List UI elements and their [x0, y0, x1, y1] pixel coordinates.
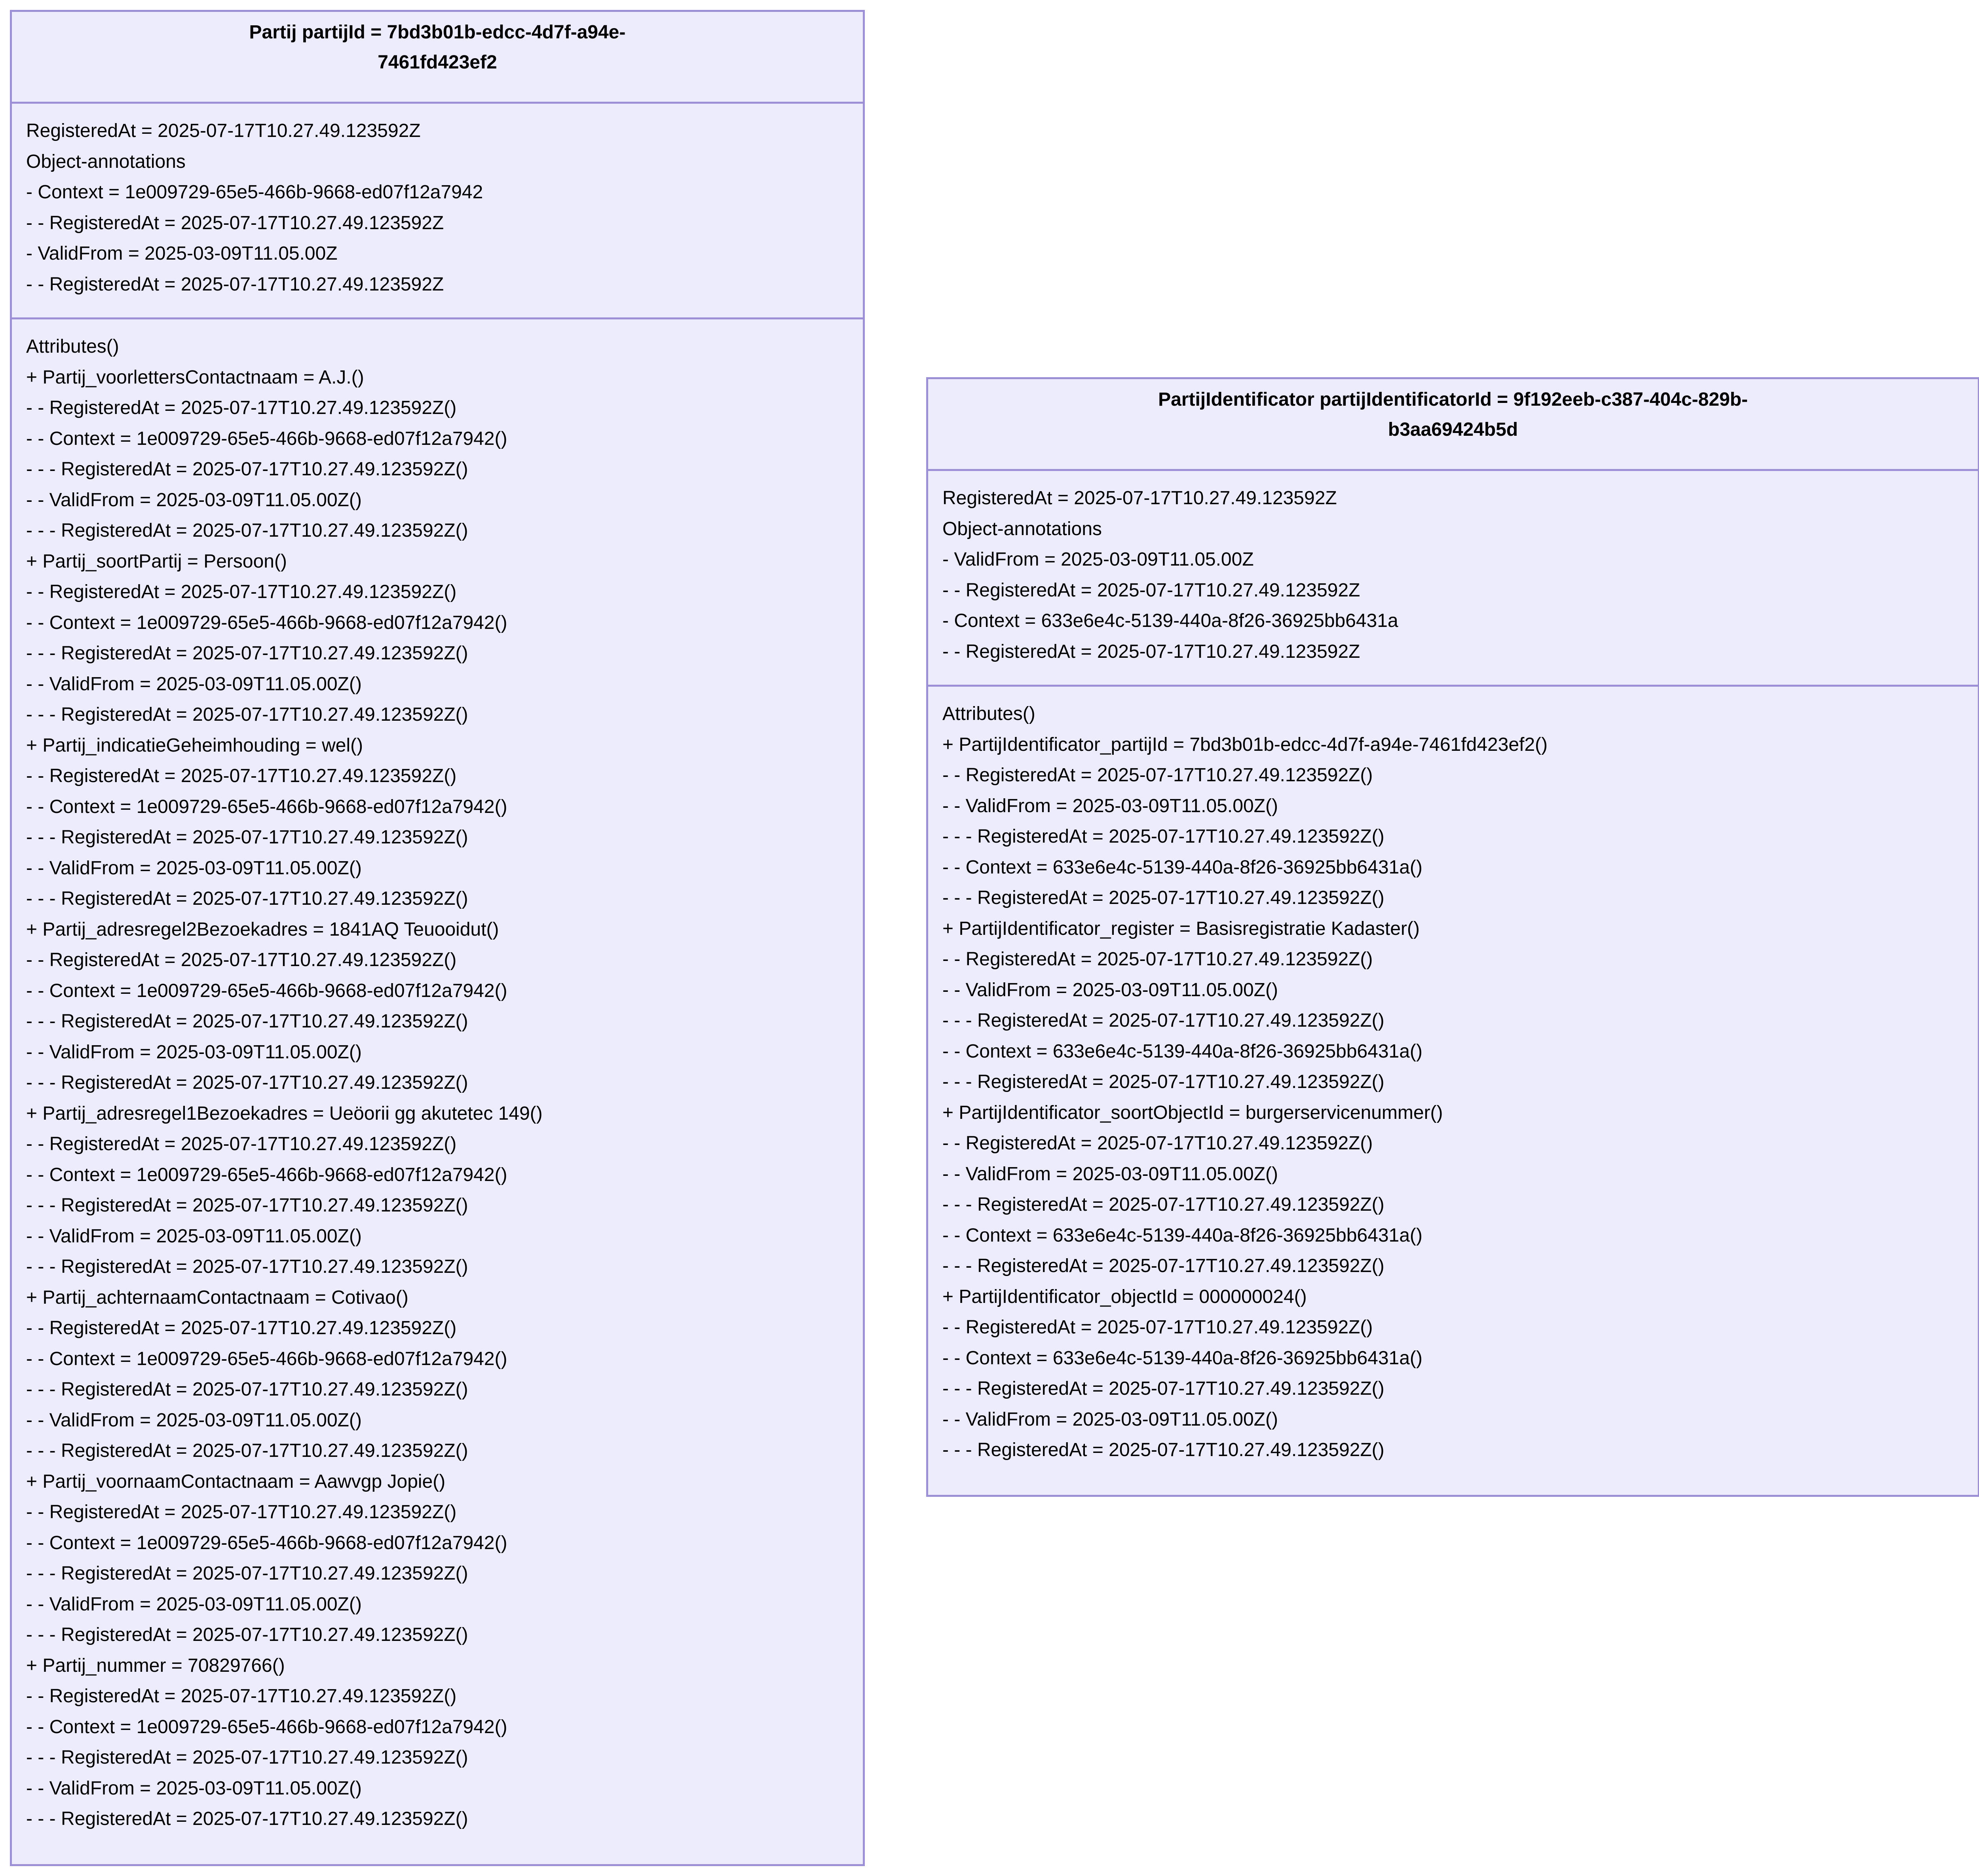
- class-box-partijidentificator-1[interactable]: [926, 377, 1979, 1497]
- attribute-line: + PartijIdentificator_soortObjectId = burgerservicenummer(): [942, 1102, 1443, 1123]
- meta-section: [928, 471, 1978, 687]
- attribute-line: - - - RegisteredAt = 2025-07-17T10.27.49.123592Z(): [942, 1194, 1385, 1215]
- attribute-line: - - ValidFrom = 2025-03-09T11.05.00Z(): [942, 1409, 1278, 1430]
- attribute-line: - - Context = 633e6e4c-5139-440a-8f26-36925bb6431a(): [942, 1225, 1423, 1246]
- annotation-line: Object-annotations: [942, 518, 1102, 539]
- attribute-line: - - - RegisteredAt = 2025-07-17T10.27.49.123592Z(): [26, 1624, 468, 1645]
- attribute-line: - - - RegisteredAt = 2025-07-17T10.27.49.123592Z(): [942, 1439, 1385, 1460]
- class-title: [928, 379, 1978, 471]
- attribute-line: - - - RegisteredAt = 2025-07-17T10.27.49.123592Z(): [942, 1010, 1385, 1031]
- attribute-line: + Partij_indicatieGeheimhouding = wel(): [26, 735, 363, 756]
- attribute-line: - - - RegisteredAt = 2025-07-17T10.27.49.123592Z(): [26, 1808, 468, 1829]
- attribute-line: - - RegisteredAt = 2025-07-17T10.27.49.123592Z(): [26, 1318, 457, 1339]
- attribute-line: - - ValidFrom = 2025-03-09T11.05.00Z(): [26, 1593, 362, 1615]
- attribute-line: - - RegisteredAt = 2025-07-17T10.27.49.123592Z(): [26, 1686, 457, 1707]
- attribute-line: - - Context = 633e6e4c-5139-440a-8f26-36925bb6431a(): [942, 1041, 1423, 1062]
- attribute-line: - - ValidFrom = 2025-03-09T11.05.00Z(): [942, 979, 1278, 1001]
- attribute-line: - - - RegisteredAt = 2025-07-17T10.27.49.123592Z(): [26, 1072, 468, 1093]
- attribute-line: - - - RegisteredAt = 2025-07-17T10.27.49.123592Z(): [26, 1563, 468, 1584]
- attribute-line: - - Context = 633e6e4c-5139-440a-8f26-36925bb6431a(): [942, 856, 1423, 878]
- annotation-line: - - RegisteredAt = 2025-07-17T10.27.49.123592Z: [26, 273, 444, 295]
- attribute-line: - - RegisteredAt = 2025-07-17T10.27.49.123592Z(): [942, 1317, 1373, 1338]
- attribute-line: + Partij_adresregel1Bezoekadres = Ueöorii gg akutetec 149(): [26, 1103, 543, 1124]
- class-title-line: PartijIdentificator partijIdentificatorId = 9f192eeb-c387-404c-829b-: [1158, 389, 1748, 410]
- attribute-line: - - ValidFrom = 2025-03-09T11.05.00Z(): [26, 1225, 362, 1247]
- attributes-section: [12, 319, 863, 1834]
- attribute-line: - - RegisteredAt = 2025-07-17T10.27.49.123592Z(): [26, 1502, 457, 1523]
- attribute-line: - - - RegisteredAt = 2025-07-17T10.27.49.123592Z(): [26, 888, 468, 909]
- attribute-line: - - Context = 1e009729-65e5-466b-9668-ed07f12a7942(): [26, 428, 507, 449]
- annotation-line: - ValidFrom = 2025-03-09T11.05.00Z: [942, 549, 1254, 570]
- annotation-line: - ValidFrom = 2025-03-09T11.05.00Z: [26, 243, 338, 264]
- attribute-line: - - Context = 1e009729-65e5-466b-9668-ed07f12a7942(): [26, 1716, 507, 1737]
- class-title: [12, 12, 863, 104]
- registered-at-line: RegisteredAt = 2025-07-17T10.27.49.123592Z: [26, 120, 421, 141]
- attribute-line: - - Context = 633e6e4c-5139-440a-8f26-36925bb6431a(): [942, 1347, 1423, 1369]
- annotation-line: - - RegisteredAt = 2025-07-17T10.27.49.123592Z: [942, 579, 1360, 601]
- attribute-line: + Partij_soortPartij = Persoon(): [26, 551, 287, 572]
- attribute-line: - - - RegisteredAt = 2025-07-17T10.27.49.123592Z(): [26, 1747, 468, 1768]
- annotation-line: - - RegisteredAt = 2025-07-17T10.27.49.123592Z: [942, 641, 1360, 662]
- attribute-line: - - - RegisteredAt = 2025-07-17T10.27.49.123592Z(): [942, 1071, 1385, 1092]
- attribute-line: - - ValidFrom = 2025-03-09T11.05.00Z(): [942, 1163, 1278, 1185]
- attribute-line: + PartijIdentificator_partijId = 7bd3b01b-edcc-4d7f-a94e-7461fd423ef2(): [942, 734, 1548, 755]
- attribute-line: - - - RegisteredAt = 2025-07-17T10.27.49.123592Z(): [942, 826, 1385, 847]
- attribute-line: - - - RegisteredAt = 2025-07-17T10.27.49.123592Z(): [26, 1379, 468, 1400]
- attribute-line: + Partij_achternaamContactnaam = Cotivao(): [26, 1287, 408, 1308]
- attribute-line: + PartijIdentificator_objectId = 000000024(): [942, 1286, 1307, 1307]
- attribute-line: - - - RegisteredAt = 2025-07-17T10.27.49.123592Z(): [26, 827, 468, 848]
- attribute-line: - - Context = 1e009729-65e5-466b-9668-ed07f12a7942(): [26, 1348, 507, 1369]
- annotation-line: - - RegisteredAt = 2025-07-17T10.27.49.123592Z: [26, 212, 444, 234]
- attribute-line: - - - RegisteredAt = 2025-07-17T10.27.49.123592Z(): [26, 704, 468, 725]
- attribute-line: - - Context = 1e009729-65e5-466b-9668-ed07f12a7942(): [26, 1164, 507, 1185]
- attribute-line: - - RegisteredAt = 2025-07-17T10.27.49.123592Z(): [26, 765, 457, 786]
- attributes-section: [928, 687, 1978, 1466]
- attribute-line: - - Context = 1e009729-65e5-466b-9668-ed07f12a7942(): [26, 1532, 507, 1553]
- attribute-line: - - - RegisteredAt = 2025-07-17T10.27.49.123592Z(): [26, 1195, 468, 1216]
- attribute-line: - - RegisteredAt = 2025-07-17T10.27.49.123592Z(): [26, 949, 457, 970]
- attribute-line: - - - RegisteredAt = 2025-07-17T10.27.49.123592Z(): [26, 1440, 468, 1461]
- attribute-line: - - RegisteredAt = 2025-07-17T10.27.49.123592Z(): [942, 1133, 1373, 1154]
- attribute-line: - - - RegisteredAt = 2025-07-17T10.27.49.123592Z(): [26, 459, 468, 480]
- attribute-line: - - RegisteredAt = 2025-07-17T10.27.49.123592Z(): [942, 949, 1373, 970]
- attribute-line: - - ValidFrom = 2025-03-09T11.05.00Z(): [26, 1041, 362, 1063]
- attribute-line: + Partij_nummer = 70829766(): [26, 1655, 285, 1676]
- attribute-line: - - Context = 1e009729-65e5-466b-9668-ed07f12a7942(): [26, 612, 507, 633]
- attribute-line: - - - RegisteredAt = 2025-07-17T10.27.49.123592Z(): [26, 520, 468, 541]
- attribute-line: - - - RegisteredAt = 2025-07-17T10.27.49.123592Z(): [26, 1256, 468, 1277]
- attribute-line: - - ValidFrom = 2025-03-09T11.05.00Z(): [26, 1409, 362, 1431]
- annotation-line: Object-annotations: [26, 151, 186, 172]
- attribute-line: - - RegisteredAt = 2025-07-17T10.27.49.123592Z(): [26, 581, 457, 602]
- attribute-line: + Partij_adresregel2Bezoekadres = 1841AQ Teuooidut(): [26, 919, 499, 940]
- attribute-line: - - - RegisteredAt = 2025-07-17T10.27.49.123592Z(): [942, 1378, 1385, 1399]
- attributes-heading: Attributes(): [942, 703, 1035, 724]
- attribute-line: - - ValidFrom = 2025-03-09T11.05.00Z(): [26, 673, 362, 695]
- attribute-line: - - - RegisteredAt = 2025-07-17T10.27.49.123592Z(): [26, 1011, 468, 1032]
- attribute-line: - - ValidFrom = 2025-03-09T11.05.00Z(): [942, 795, 1278, 816]
- attribute-line: - - - RegisteredAt = 2025-07-17T10.27.49.123592Z(): [942, 1255, 1385, 1276]
- class-title-line: 7461fd423ef2: [378, 52, 497, 73]
- annotation-line: - Context = 1e009729-65e5-466b-9668-ed07f12a7942: [26, 182, 483, 203]
- class-box-partij[interactable]: [10, 10, 865, 1866]
- attribute-line: - - ValidFrom = 2025-03-09T11.05.00Z(): [26, 857, 362, 879]
- attribute-line: - - ValidFrom = 2025-03-09T11.05.00Z(): [26, 1777, 362, 1799]
- attribute-line: - - RegisteredAt = 2025-07-17T10.27.49.123592Z(): [26, 397, 457, 418]
- class-title-line: b3aa69424b5d: [1388, 419, 1518, 440]
- meta-section: [12, 104, 863, 319]
- attribute-line: - - ValidFrom = 2025-03-09T11.05.00Z(): [26, 489, 362, 511]
- attribute-line: - - RegisteredAt = 2025-07-17T10.27.49.123592Z(): [942, 765, 1373, 786]
- attribute-line: + Partij_voorlettersContactnaam = A.J.(): [26, 366, 364, 388]
- attributes-heading: Attributes(): [26, 336, 119, 357]
- class-title-line: Partij partijId = 7bd3b01b-edcc-4d7f-a94e-: [249, 22, 626, 43]
- registered-at-line: RegisteredAt = 2025-07-17T10.27.49.123592Z: [942, 488, 1337, 509]
- attribute-line: - - - RegisteredAt = 2025-07-17T10.27.49.123592Z(): [26, 643, 468, 664]
- attribute-line: + PartijIdentificator_register = Basisregistratie Kadaster(): [942, 918, 1420, 939]
- attribute-line: - - RegisteredAt = 2025-07-17T10.27.49.123592Z(): [26, 1134, 457, 1154]
- attribute-line: - - Context = 1e009729-65e5-466b-9668-ed07f12a7942(): [26, 980, 507, 1001]
- attribute-line: - - - RegisteredAt = 2025-07-17T10.27.49.123592Z(): [942, 887, 1385, 908]
- attribute-line: - - Context = 1e009729-65e5-466b-9668-ed07f12a7942(): [26, 796, 507, 817]
- attribute-line: + Partij_voornaamContactnaam = Aawvgp Jopie(): [26, 1471, 446, 1492]
- annotation-line: - Context = 633e6e4c-5139-440a-8f26-36925bb6431a: [942, 610, 1398, 631]
